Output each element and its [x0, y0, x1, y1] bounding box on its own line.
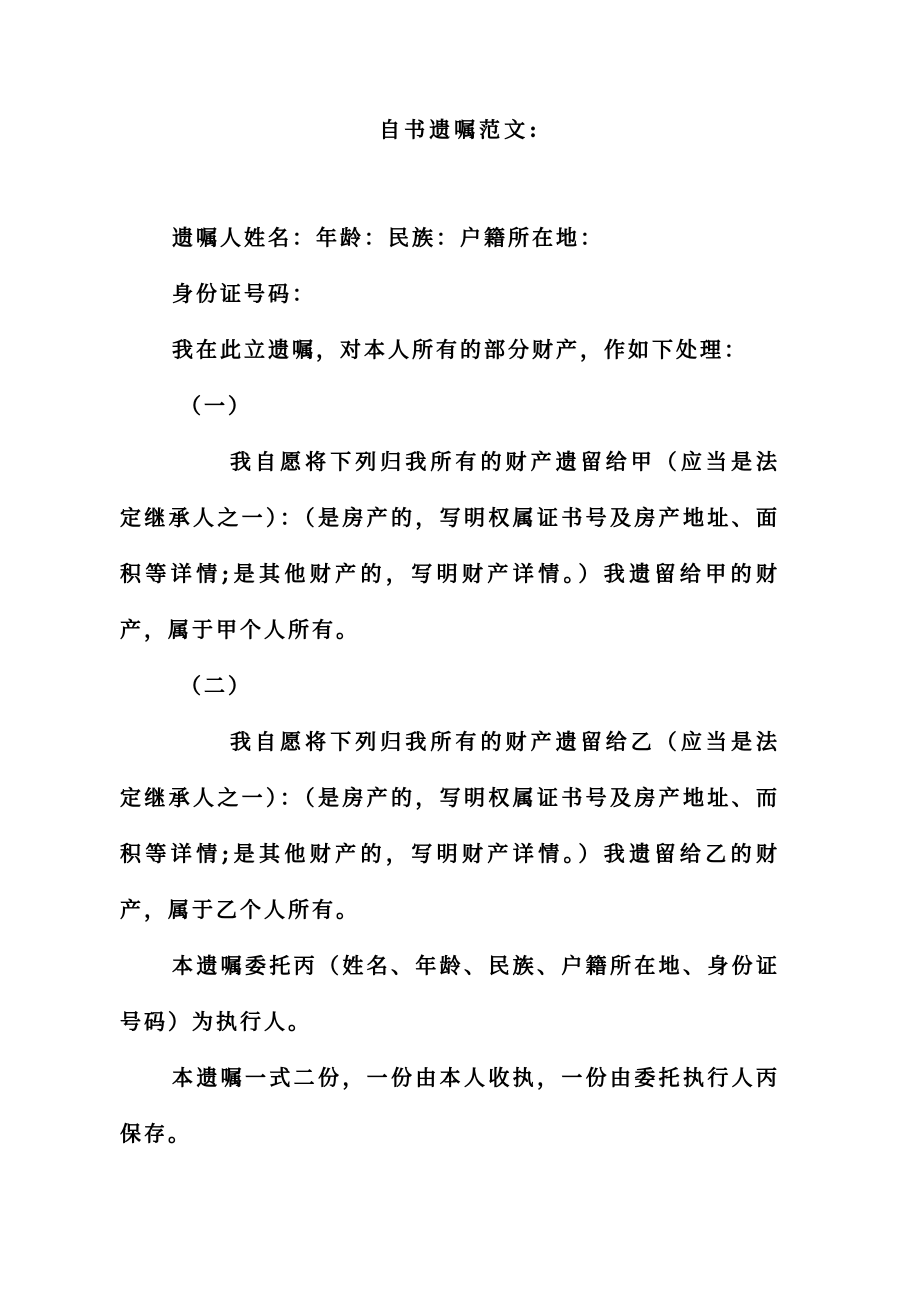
executor-paragraph: 本遗嘱委托丙（姓名、年龄、民族、户籍所在地、身份证号码）为执行人。	[120, 953, 780, 1034]
copies-paragraph: 本遗嘱一式二份，一份由本人收执，一份由委托执行人丙保存。	[120, 1065, 780, 1146]
testator-info-line: 遗嘱人姓名：年龄：民族：户籍所在地：	[172, 225, 604, 250]
section-1-heading: （一）	[180, 393, 252, 418]
intro-line: 我在此立遗嘱，对本人所有的部分财产，作如下处理：	[172, 337, 748, 362]
section-1-body: 我自愿将下列归我所有的财产遗留给甲（应当是法定继承人之一）：（是房产的，写明权属证书号及房产地址、面积等详情;是其他财产的，写明财产详情。）我遗留给甲的财产，属于甲个人所有。	[120, 449, 780, 642]
section-2-body: 我自愿将下列归我所有的财产遗留给乙（应当是法定继承人之一）：（是房产的，写明权属证书号及房产地址、而积等详情;是其他财产的，写明财产详情。）我遗留给乙的财产，属于乙个人所有。	[120, 729, 780, 922]
id-number-line: 身份证号码：	[172, 281, 316, 306]
section-2-heading: （二）	[180, 673, 252, 698]
document-title: 自书遗嘱范文:	[379, 117, 541, 142]
